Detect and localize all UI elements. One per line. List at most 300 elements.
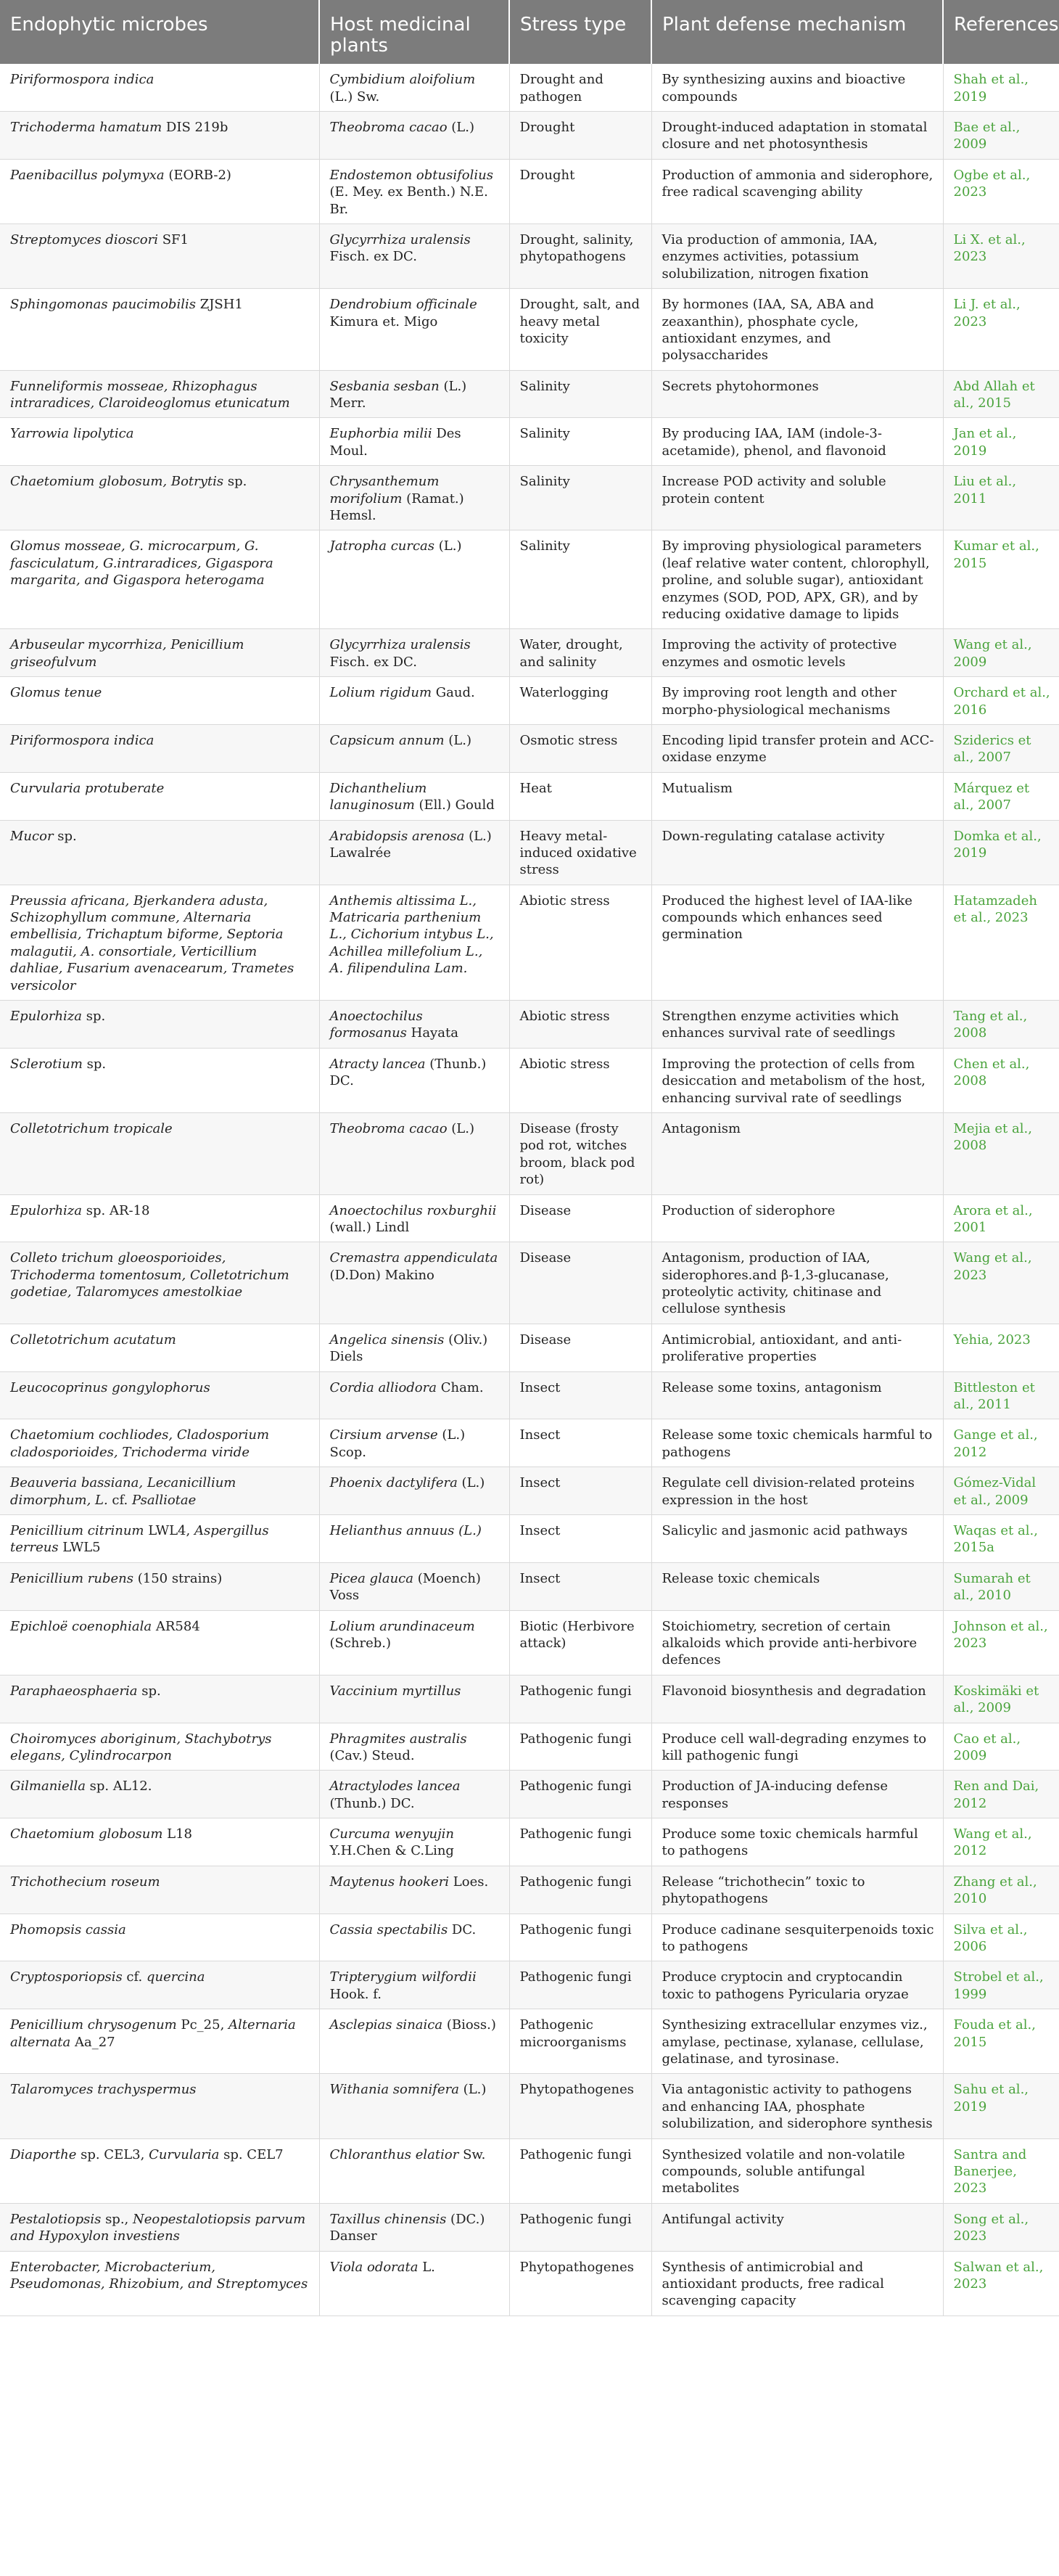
stress-type-cell: Pathogenic fungi: [509, 2203, 651, 2251]
microbe-cell: [0, 2009, 319, 2074]
microbe-text: Diaporthe: [10, 2146, 77, 2162]
microbe-cell: [0, 772, 319, 820]
host-auth-text: Des Moul.: [329, 426, 461, 459]
defense-mechanism-cell: By improving physiological parameters (leaf relative water content, chlorophyll, proline, and soluble sugar), antioxidant enzymes (SOD, POD, APX, GR), and by reducing oxidative damage to lipids: [651, 530, 943, 629]
host-auth-text: (Oliv.) Diels: [329, 1332, 488, 1365]
host-auth-text: Y.H.Chen & C.Ling: [329, 1843, 454, 1859]
reference-link[interactable]: Cao et al., 2009: [943, 1723, 1059, 1771]
host-plant-cell: [319, 629, 509, 677]
microbe-cell: [0, 370, 319, 418]
microbe-auth-text: (EORB-2): [164, 167, 231, 183]
microbe-cell: [0, 1048, 319, 1112]
microbe-cell: [0, 1961, 319, 2009]
defense-mechanism-cell: Production of ammonia and siderophore, free radical scavenging ability: [651, 159, 943, 223]
host-plant-cell: [319, 1771, 509, 1818]
microbe-text: Epulorhiza: [10, 1009, 83, 1025]
stress-type-cell: Disease: [509, 1194, 651, 1242]
defense-mechanism-cell: By synthesizing auxins and bioactive compounds: [651, 64, 943, 111]
microbe-cell: [0, 1467, 319, 1515]
defense-mechanism-cell: Antimicrobial, antioxidant, and anti-proliferative properties: [651, 1324, 943, 1371]
table-row: [0, 724, 1059, 772]
defense-mechanism-cell: Down-regulating catalase activity: [651, 820, 943, 885]
microbe-text: Trichoderma hamatum: [10, 120, 162, 135]
microbe-text: Chaetomium cochliodes, Cladosporium cladosporioides, Trichoderma viride: [10, 1427, 270, 1460]
host-plant-cell: [319, 677, 509, 725]
microbe-auth2-text: sp. CEL7: [219, 2146, 284, 2162]
microbe-auth-text: DIS 219b: [162, 120, 228, 135]
reference-link[interactable]: Fouda et al., 2015: [943, 2009, 1059, 2074]
defense-mechanism-cell: Strengthen enzyme activities which enhances survival rate of seedlings: [651, 1001, 943, 1049]
reference-link[interactable]: Waqas et al., 2015a: [943, 1515, 1059, 1563]
table-row: [0, 159, 1059, 223]
microbe-cell: [0, 2138, 319, 2203]
table-row: [0, 629, 1059, 677]
host-auth-text: (L.) Scop.: [329, 1427, 466, 1460]
defense-mechanism-cell: Increase POD activity and soluble protein content: [651, 466, 943, 530]
host-text: Sesbania sesban: [329, 378, 440, 394]
defense-mechanism-cell: Production of JA-inducing defense responses: [651, 1771, 943, 1818]
host-text: Dendrobium officinale: [329, 297, 477, 313]
header-endophytic-microbes: Endophytic microbes: [0, 0, 319, 64]
host-plant-cell: [319, 1515, 509, 1563]
defense-mechanism-cell: Synthesizing extracellular enzymes viz., amylase, pectinase, xylanase, cellulase, gelatinase, and tyrosinase.: [651, 2009, 943, 2074]
reference-link[interactable]: Orchard et al., 2016: [943, 677, 1059, 725]
defense-mechanism-cell: Via production of ammonia, IAA, enzymes activities, potassium solubilization, nitrogen fixation: [651, 223, 943, 288]
table-row: [0, 1562, 1059, 1610]
host-text: Capsicum annum: [329, 732, 445, 748]
host-plant-cell: [319, 724, 509, 772]
microbe-tail-text: Psalliotae: [131, 1492, 197, 1508]
stress-type-cell: Pathogenic microorganisms: [509, 2009, 651, 2074]
host-plant-cell: [319, 2074, 509, 2138]
table-row: [0, 223, 1059, 288]
defense-mechanism-cell: Secrets phytohormones: [651, 370, 943, 418]
host-text: Cordia alliodora: [329, 1379, 437, 1395]
microbe-text: Enterobacter, Microbacterium, Pseudomonas, Rhizobium, and Streptomyces: [10, 2259, 308, 2292]
table-row: [0, 2009, 1059, 2074]
reference-link[interactable]: Kumar et al., 2015: [943, 530, 1059, 629]
stress-type-cell: Abiotic stress: [509, 885, 651, 1000]
reference-link[interactable]: Gómez-Vidal et al., 2009: [943, 1467, 1059, 1515]
host-plant-cell: [319, 1961, 509, 2009]
stress-type-cell: Abiotic stress: [509, 1001, 651, 1049]
microbe-text: Mucor: [10, 828, 54, 844]
microbe-cell: [0, 724, 319, 772]
microbe-auth-text: L18: [162, 1826, 192, 1842]
table-row: [0, 1001, 1059, 1049]
microbe-cell: [0, 466, 319, 530]
microbe-text: Glomus mosseae, G. microcarpum, G. fasciculatum, G.intraradices, Gigaspora margarita, and Gigaspora heterogama: [10, 538, 273, 588]
microbe-cell: [0, 1562, 319, 1610]
microbe-cell: [0, 1771, 319, 1818]
microbe-text: Trichothecium roseum: [10, 1874, 160, 1890]
reference-link[interactable]: Hatamzadeh et al., 2023: [943, 885, 1059, 1000]
host-text: Angelica sinensis: [329, 1332, 445, 1348]
table-row: [0, 112, 1059, 160]
host-plant-cell: [319, 1818, 509, 1866]
defense-mechanism-cell: By hormones (IAA, SA, ABA and zeaxanthin), phosphate cycle, antioxidant enzymes, and polysaccharides: [651, 289, 943, 371]
microbe-cell: [0, 1194, 319, 1242]
microbe-text: Colleto trichum gloeosporioides, Trichoderma tomentosum, Colletotrichum godetiae, Talaromyces amestolkiae: [10, 1250, 289, 1300]
reference-link[interactable]: Silva et al., 2006: [943, 1913, 1059, 1961]
reference-link[interactable]: Santra and Banerjee, 2023: [943, 2138, 1059, 2203]
host-plant-cell: [319, 418, 509, 466]
microbe-text: Sphingomonas paucimobilis: [10, 297, 196, 313]
host-auth-text: Kimura et. Migo: [329, 313, 438, 329]
reference-link[interactable]: Bae et al., 2009: [943, 112, 1059, 160]
table-row: [0, 1419, 1059, 1467]
reference-link[interactable]: Arora et al., 2001: [943, 1194, 1059, 1242]
reference-link[interactable]: Yehia, 2023: [943, 1324, 1059, 1371]
microbe-text: Arbuseular mycorrhiza, Penicillium griseofulvum: [10, 637, 244, 670]
host-auth-text: (L.): [444, 732, 472, 748]
table-row: [0, 820, 1059, 885]
microbe-cell: [0, 159, 319, 223]
reference-link[interactable]: Li X. et al., 2023: [943, 223, 1059, 288]
reference-link[interactable]: Wang et al., 2012: [943, 1818, 1059, 1866]
defense-mechanism-cell: Synthesis of antimicrobial and antioxidant products, free radical scavenging capacity: [651, 2251, 943, 2315]
stress-type-cell: Pathogenic fungi: [509, 1866, 651, 1913]
microbe-cell: [0, 1913, 319, 1961]
microbe-tail-text: Aspergillus terreus: [10, 1523, 269, 1556]
microbe-auth-text: (150 strains): [133, 1570, 223, 1586]
host-auth-text: (L.): [457, 1475, 485, 1491]
host-plant-cell: [319, 1610, 509, 1675]
microbe-text: Paraphaeosphaeria: [10, 1683, 138, 1699]
microbe-cell: [0, 289, 319, 371]
microbe-text: Choiromyces aboriginum, Stachybotrys elegans, Cylindrocarpon: [10, 1731, 272, 1763]
host-plant-cell: [319, 772, 509, 820]
stress-type-cell: Salinity: [509, 466, 651, 530]
table-row: [0, 1675, 1059, 1723]
host-plant-cell: [319, 1194, 509, 1242]
table-row: [0, 772, 1059, 820]
host-plant-cell: [319, 1001, 509, 1049]
header-row: [0, 0, 1059, 64]
stress-type-cell: Disease: [509, 1242, 651, 1324]
microbe-auth-text: ZJSH1: [195, 297, 243, 313]
host-plant-cell: [319, 1112, 509, 1194]
microbe-auth-text: sp.: [137, 1683, 161, 1699]
table-row: [0, 677, 1059, 725]
table-row: [0, 1961, 1059, 2009]
reference-link[interactable]: Salwan et al., 2023: [943, 2251, 1059, 2315]
host-text: Anoectochilus formosanus: [329, 1009, 423, 1041]
microbe-cell: [0, 1675, 319, 1723]
host-auth-text: Hayata: [406, 1025, 458, 1041]
table-row: [0, 2138, 1059, 2203]
table-row: [0, 466, 1059, 530]
host-auth-text: (L.): [447, 120, 474, 135]
host-plant-cell: [319, 1371, 509, 1419]
table-row: [0, 1371, 1059, 1419]
host-plant-cell: [319, 1913, 509, 1961]
host-auth-text: (Ell.) Gould: [414, 797, 495, 813]
host-text: Theobroma cacao: [329, 120, 448, 135]
microbe-cell: [0, 64, 319, 111]
reference-link[interactable]: Tang et al., 2008: [943, 1001, 1059, 1049]
host-auth-text: DC.: [448, 1921, 477, 1937]
table-row: [0, 1324, 1059, 1371]
reference-link[interactable]: Johnson et al., 2023: [943, 1610, 1059, 1675]
host-text: Cassia spectabilis: [329, 1921, 448, 1937]
stress-type-cell: Drought: [509, 159, 651, 223]
host-plant-cell: [319, 2138, 509, 2203]
header-references: References: [943, 0, 1059, 64]
defense-mechanism-cell: Release some toxins, antagonism: [651, 1371, 943, 1419]
host-plant-cell: [319, 159, 509, 223]
host-plant-cell: [319, 2251, 509, 2315]
stress-type-cell: Drought and pathogen: [509, 64, 651, 111]
microbe-auth-text: SF1: [157, 231, 189, 247]
microbe-tail-text: Neopestalotiopsis parvum and Hypoxylon investiens: [10, 2211, 306, 2244]
reference-link[interactable]: Song et al., 2023: [943, 2203, 1059, 2251]
host-plant-cell: [319, 466, 509, 530]
microbe-text: Gilmaniella: [10, 1779, 86, 1794]
stress-type-cell: Phytopathogenes: [509, 2251, 651, 2315]
reference-link[interactable]: Sahu et al., 2019: [943, 2074, 1059, 2138]
reference-link[interactable]: Márquez et al., 2007: [943, 772, 1059, 820]
defense-mechanism-cell: Mutualism: [651, 772, 943, 820]
microbe-text: Penicillium citrinum: [10, 1523, 144, 1538]
host-plant-cell: [319, 530, 509, 629]
reference-link[interactable]: Gange et al., 2012: [943, 1419, 1059, 1467]
microbe-auth-text: sp.: [82, 1056, 107, 1072]
microbe-auth-text: sp. AR-18: [82, 1202, 150, 1218]
microbe-cell: [0, 1818, 319, 1866]
host-text: Cymbidium aloifolium: [329, 72, 476, 88]
defense-mechanism-cell: Antifungal activity: [651, 2203, 943, 2251]
stress-type-cell: Salinity: [509, 530, 651, 629]
host-text: Picea glauca: [329, 1570, 413, 1586]
host-auth-text: (Thunb.) DC.: [329, 1056, 487, 1089]
microbe-text: Phomopsis cassia: [10, 1921, 126, 1937]
table-row: [0, 1913, 1059, 1961]
host-text: Glycyrrhiza uralensis: [329, 231, 471, 247]
microbe-auth-text: sp.: [82, 1009, 106, 1025]
microbe-auth-text: Pc_25,: [176, 2017, 229, 2033]
defense-mechanism-cell: Antagonism, production of IAA, siderophores.and β-1,3-glucanase, proteolytic activity, chitinase and cellulose synthesis: [651, 1242, 943, 1324]
defense-mechanism-cell: Produce cell wall-degrading enzymes to kill pathogenic fungi: [651, 1723, 943, 1771]
microbe-cell: [0, 530, 319, 629]
host-text: Theobroma cacao: [329, 1120, 448, 1136]
stress-type-cell: Insect: [509, 1515, 651, 1563]
microbe-auth-text: cf.: [107, 1492, 132, 1508]
reference-link[interactable]: Chen et al., 2008: [943, 1048, 1059, 1112]
host-plant-cell: [319, 223, 509, 288]
stress-type-cell: Insect: [509, 1467, 651, 1515]
reference-link[interactable]: Domka et al., 2019: [943, 820, 1059, 885]
defense-mechanism-cell: Improving the protection of cells from desiccation and metabolism of the host, enhancing survival rate of seedlings: [651, 1048, 943, 1112]
microbe-auth-text: LWL4,: [144, 1523, 194, 1538]
microbe-text: Glomus tenue: [10, 685, 102, 701]
host-text: Lolium arundinaceum: [329, 1618, 475, 1634]
host-plant-cell: [319, 289, 509, 371]
stress-type-cell: Disease: [509, 1324, 651, 1371]
reference-link[interactable]: Zhang et al., 2010: [943, 1866, 1059, 1913]
reference-link[interactable]: Wang et al., 2009: [943, 629, 1059, 677]
host-plant-cell: [319, 820, 509, 885]
microbe-text: Cryptosporiopsis: [10, 1969, 123, 1985]
host-text: Glycyrrhiza uralensis: [329, 637, 471, 653]
microbe-cell: [0, 1242, 319, 1324]
host-text: Vaccinium myrtillus: [329, 1683, 461, 1699]
defense-mechanism-cell: By improving root length and other morpho-physiological mechanisms: [651, 677, 943, 725]
reference-link[interactable]: Abd Allah et al., 2015: [943, 370, 1059, 418]
host-auth-text: (wall.) Lindl: [329, 1219, 410, 1235]
host-text: Phragmites australis: [329, 1731, 467, 1747]
microbe-cell: [0, 1866, 319, 1913]
microbe-cell: [0, 112, 319, 160]
host-auth-text: Loes.: [449, 1874, 489, 1890]
reference-link[interactable]: Ogbe et al., 2023: [943, 159, 1059, 223]
reference-link[interactable]: Mejia et al., 2008: [943, 1112, 1059, 1194]
table-row: [0, 1194, 1059, 1242]
microbe-cell: [0, 223, 319, 288]
host-auth-text: (L.): [458, 2082, 487, 2098]
host-plant-cell: [319, 2203, 509, 2251]
host-text: Helianthus annuus (L.): [329, 1523, 482, 1538]
host-text: Phoenix dactylifera: [329, 1475, 458, 1491]
microbe-tail-text: Curvularia: [149, 2146, 220, 2162]
host-plant-cell: [319, 112, 509, 160]
microbe-text: Paenibacillus polymyxa: [10, 167, 165, 183]
table-row: [0, 1723, 1059, 1771]
host-plant-cell: [319, 1562, 509, 1610]
microbe-text: Penicillium chrysogenum: [10, 2017, 177, 2033]
host-auth-text: (D.Don) Makino: [329, 1267, 434, 1283]
host-text: Cremastra appendiculata: [329, 1250, 498, 1266]
microbe-tail-text: quercina: [146, 1969, 205, 1985]
microbe-cell: [0, 1112, 319, 1194]
header-defense-mechanism: Plant defense mechanism: [651, 0, 943, 64]
defense-mechanism-cell: Drought-induced adaptation in stomatal closure and net photosynthesis: [651, 112, 943, 160]
stress-type-cell: Osmotic stress: [509, 724, 651, 772]
stress-type-cell: Pathogenic fungi: [509, 1771, 651, 1818]
stress-type-cell: Pathogenic fungi: [509, 1961, 651, 2009]
table-row: [0, 1112, 1059, 1194]
microbe-text: Sclerotium: [10, 1056, 83, 1072]
table-row: [0, 2203, 1059, 2251]
defense-mechanism-cell: Synthesized volatile and non-volatile compounds, soluble antifungal metabolites: [651, 2138, 943, 2203]
host-auth-text: (L.) Sw.: [329, 89, 380, 104]
reference-link[interactable]: Li J. et al., 2023: [943, 289, 1059, 371]
defense-mechanism-cell: Stoichiometry, secretion of certain alkaloids which provide anti-herbivore defences: [651, 1610, 943, 1675]
microbe-text: Leucocoprinus gongylophorus: [10, 1379, 210, 1395]
microbe-auth-text: sp. AL12.: [85, 1779, 152, 1794]
defense-mechanism-cell: Encoding lipid transfer protein and ACC-oxidase enzyme: [651, 724, 943, 772]
microbe-auth-text: sp.: [53, 828, 77, 844]
host-auth-text: Hook. f.: [329, 1986, 382, 2002]
host-text: Cirsium arvense: [329, 1427, 438, 1443]
stress-type-cell: Insect: [509, 1562, 651, 1610]
microbe-cell: [0, 1515, 319, 1563]
table-row: [0, 1515, 1059, 1563]
microbe-auth-text: sp. CEL3,: [76, 2146, 149, 2162]
defense-mechanism-cell: Salicylic and jasmonic acid pathways: [651, 1515, 943, 1563]
microbe-cell: [0, 885, 319, 1000]
host-auth-text: (DC.) Danser: [329, 2211, 485, 2244]
reference-link[interactable]: Ren and Dai, 2012: [943, 1771, 1059, 1818]
stress-type-cell: Water, drought, and salinity: [509, 629, 651, 677]
stress-type-cell: Heavy metal-induced oxidative stress: [509, 820, 651, 885]
reference-link[interactable]: Wang et al., 2023: [943, 1242, 1059, 1324]
stress-type-cell: Pathogenic fungi: [509, 1723, 651, 1771]
host-auth-text: (Thunb.) DC.: [329, 1795, 415, 1811]
microbe-auth-text: cf.: [122, 1969, 147, 1985]
microbe-cell: [0, 1723, 319, 1771]
microbe-cell: [0, 2251, 319, 2315]
defense-mechanism-cell: Produced the highest level of IAA-like compounds which enhances seed germination: [651, 885, 943, 1000]
table-row: [0, 418, 1059, 466]
microbe-cell: [0, 1610, 319, 1675]
table-row: [0, 1467, 1059, 1515]
stress-type-cell: Pathogenic fungi: [509, 2138, 651, 2203]
host-text: Endostemon obtusifolius: [329, 167, 493, 183]
host-auth-text: (Bioss.): [442, 2017, 496, 2033]
reference-link[interactable]: Jan et al., 2019: [943, 418, 1059, 466]
defense-mechanism-cell: Release some toxic chemicals harmful to pathogens: [651, 1419, 943, 1467]
microbe-text: Talaromyces trachyspermus: [10, 2082, 197, 2098]
host-plant-cell: [319, 1048, 509, 1112]
host-plant-cell: [319, 1675, 509, 1723]
microbe-text: Chaetomium globosum, Botrytis: [10, 474, 224, 490]
host-text: Euphorbia milii: [329, 426, 432, 442]
microbe-text: Preussia africana, Bjerkandera adusta, Schizophyllum commune, Alternaria embellisia, Trichaptum biforme, Septoria malagutii, A. consortiale, Verticillium dahliae, Fusarium avenacearum, Trametes versicolor: [10, 893, 294, 993]
reference-link[interactable]: Strobel et al., 1999: [943, 1961, 1059, 2009]
reference-link[interactable]: Koskimäki et al., 2009: [943, 1675, 1059, 1723]
host-auth-text: L.: [418, 2259, 435, 2275]
host-plant-cell: [319, 64, 509, 111]
microbe-cell: [0, 629, 319, 677]
header-stress-type: Stress type: [509, 0, 651, 64]
microbe-cell: [0, 677, 319, 725]
reference-link[interactable]: Bittleston et al., 2011: [943, 1371, 1059, 1419]
host-text: Jatropha curcas: [329, 538, 435, 554]
host-text: Anoectochilus roxburghii: [329, 1202, 497, 1218]
table-row: [0, 289, 1059, 371]
reference-link[interactable]: Sumarah et al., 2010: [943, 1562, 1059, 1610]
stress-type-cell: Pathogenic fungi: [509, 1818, 651, 1866]
reference-link[interactable]: Sziderics et al., 2007: [943, 724, 1059, 772]
table-row: [0, 370, 1059, 418]
reference-link[interactable]: Liu et al., 2011: [943, 466, 1059, 530]
defense-mechanism-cell: Release toxic chemicals: [651, 1562, 943, 1610]
stress-type-cell: Abiotic stress: [509, 1048, 651, 1112]
microbe-auth2-text: LWL5: [58, 1540, 101, 1556]
host-text: Atracty lancea: [329, 1056, 426, 1072]
stress-type-cell: Drought, salt, and heavy metal toxicity: [509, 289, 651, 371]
stress-type-cell: Insect: [509, 1419, 651, 1467]
microbe-text: Curvularia protuberate: [10, 780, 165, 796]
host-plant-cell: [319, 1723, 509, 1771]
stress-type-cell: Drought, salinity, phytopathogens: [509, 223, 651, 288]
host-auth-text: Fisch. ex DC.: [329, 654, 417, 670]
host-plant-cell: [319, 1467, 509, 1515]
microbe-text: Pestalotiopsis: [10, 2211, 102, 2227]
microbe-auth-text: sp.: [223, 474, 247, 490]
reference-link[interactable]: Shah et al., 2019: [943, 64, 1059, 111]
host-text: Maytenus hookeri: [329, 1874, 450, 1890]
host-text: Chloranthus elatior: [329, 2146, 459, 2162]
microbe-cell: [0, 2203, 319, 2251]
table-header: [0, 0, 1059, 64]
host-plant-cell: [319, 1242, 509, 1324]
microbe-text: Epichloë coenophiala: [10, 1618, 152, 1634]
microbe-cell: [0, 418, 319, 466]
host-text: Curcuma wenyujin: [329, 1826, 455, 1842]
host-auth-text: (Cav.) Steud.: [329, 1747, 415, 1763]
